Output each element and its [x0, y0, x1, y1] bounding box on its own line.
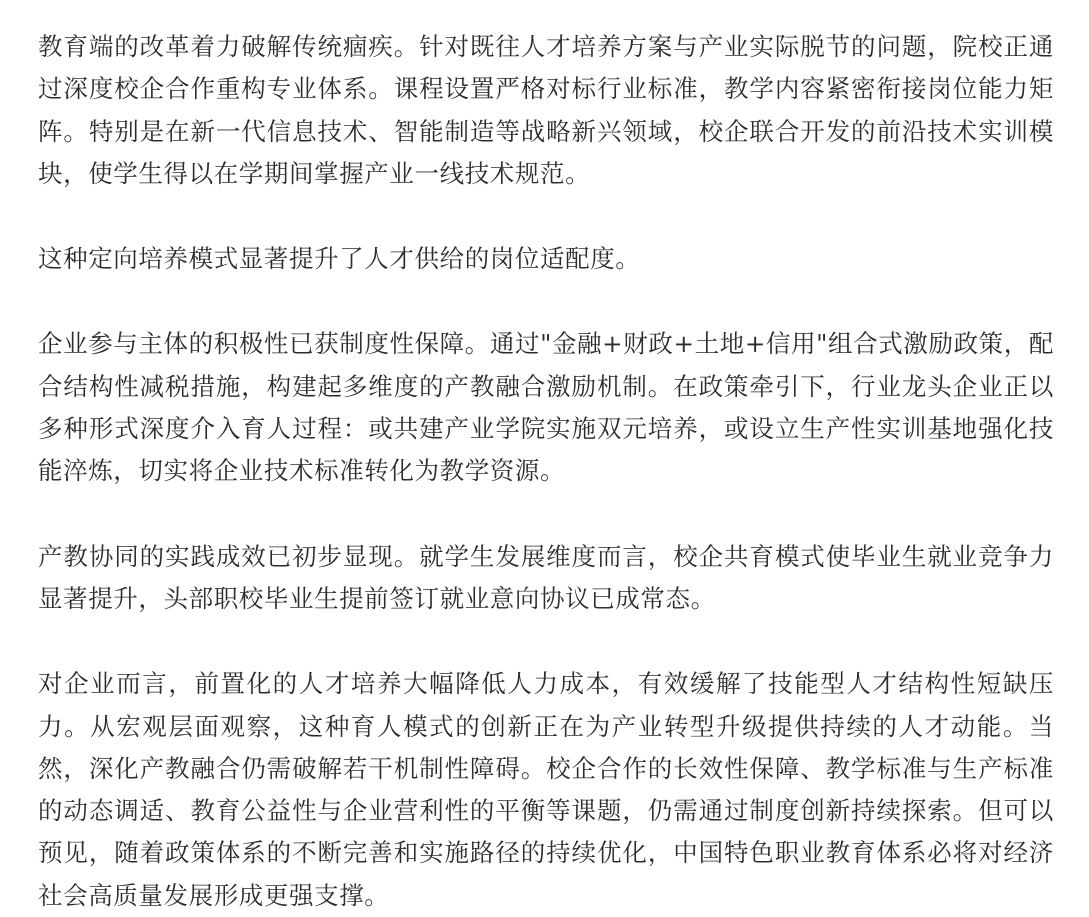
article-body [38, 26, 1054, 917]
paragraph-practice-results: 产教协同的实践成效已初步显现。就学生发展维度而言，校企共育模式使毕业生就业竞争力显著提升，头部职校毕业生提前签订就业意向协议已成常态。 [38, 541, 1054, 613]
paragraph-enterprise-incentives: 企业参与主体的积极性已获制度性保障。通过"金融+财政+土地+信用"组合式激励政策，配合结构性减税措施，构建起多维度的产教融合激励机制。在政策牵引下，行业龙头企业正以多种形式深度介入育人过程：或共建产业学院实施双元培养，或设立生产性实训基地强化技能淬炼，切实将企业技术标准转化为教学资源。 [38, 329, 1054, 486]
paragraph-targeted-training: 这种定向培养模式显著提升了人才供给的岗位适配度。 [38, 244, 641, 274]
paragraph-education-reform: 教育端的改革着力破解传统痼疾。针对既往人才培养方案与产业实际脱节的问题，院校正通过深度校企合作重构专业体系。课程设置严格对标行业标准，教学内容紧密衔接岗位能力矩阵。特别是在新一代信息技术、智能制造等战略新兴领域，校企联合开发的前沿技术实训模块，使学生得以在学期间掌握产业一线技术规范。 [38, 32, 1054, 188]
paragraph-outlook: 对企业而言，前置化的人才培养大幅降低人力成本，有效缓解了技能型人才结构性短缺压力。从宏观层面观察，这种育人模式的创新正在为产业转型升级提供持续的人才动能。当然，深化产教融合仍需破解若干机制性障碍。校企合作的长效性保障、教学标准与生产标准的动态调适、教育公益性与企业营利性的平衡等课题，仍需通过制度创新持续探索。但可以预见，随着政策体系的不断完善和实施路径的持续优化，中国特色职业教育体系必将对经济社会高质量发展形成更强支撑。 [38, 669, 1054, 910]
